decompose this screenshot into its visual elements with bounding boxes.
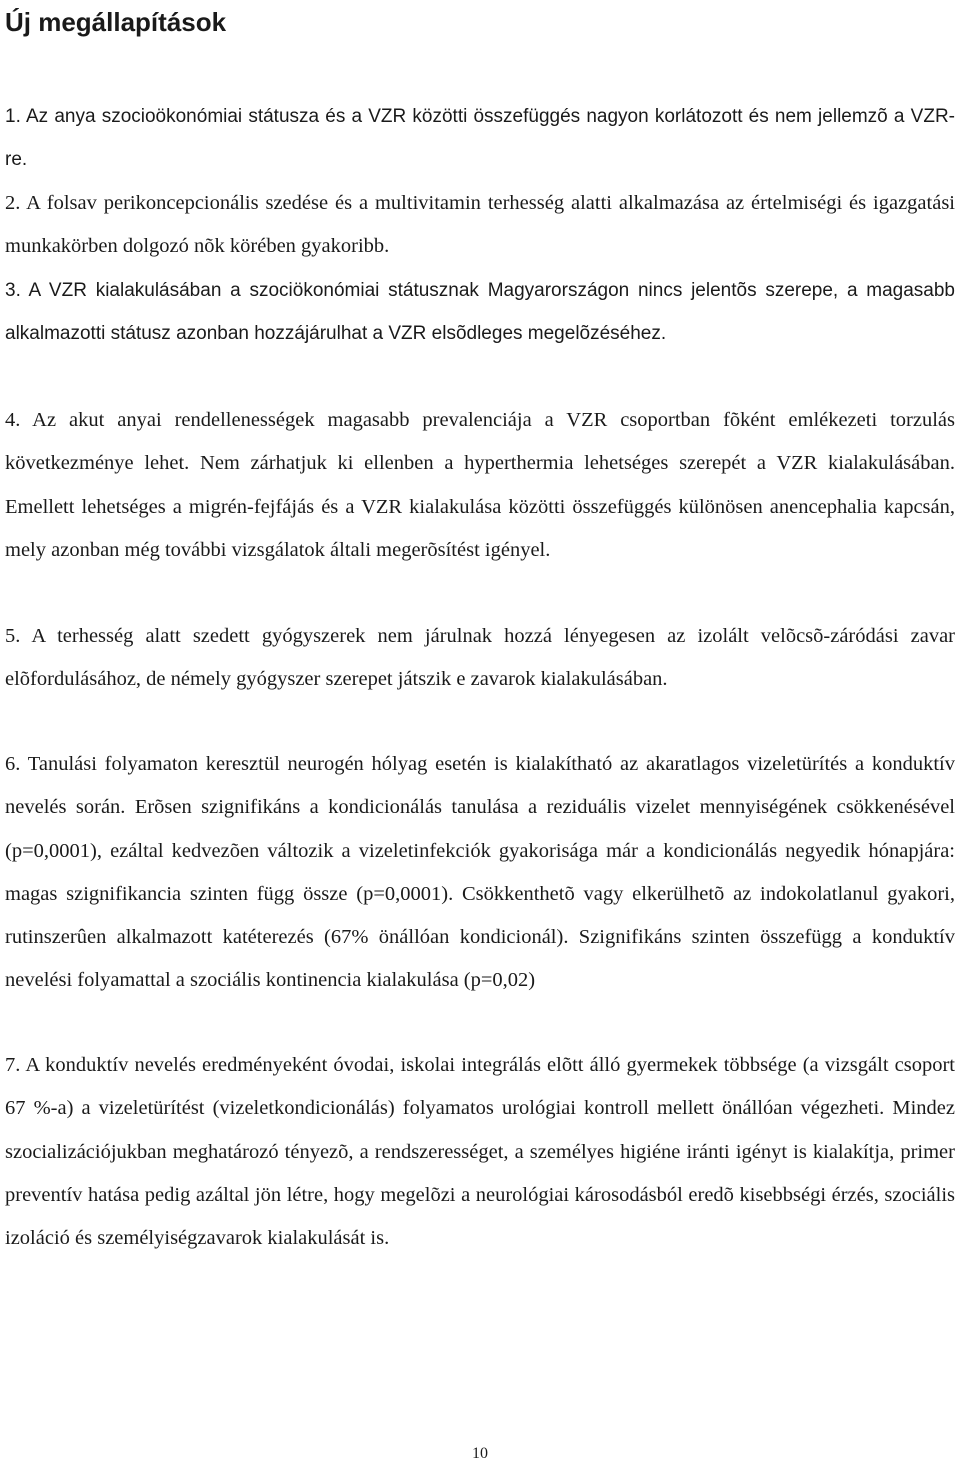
page-title: Új megállapítások [5, 7, 227, 37]
finding-2: 2. A folsav perikoncepcionális szedése és a multivitamin terhesség alatti alkalmazása az értelmiségi és igazgatási munkakörben dolgozó nõk körében gyakoribb. [5, 192, 955, 258]
finding-5: 5. A terhesség alatt szedett gyógyszerek nem járulnak hozzá lényegesen az izolált velõcsõ-záródási zavar elõfordulásához, de némely gyógyszer szerepet játszik e zavarok kialakulásában. [5, 625, 955, 691]
finding-3: 3. A VZR kialakulásában a szociökonómiai státusznak Magyarországon nincs jelentõs szerepe, a magasabb alkalmazotti státusz azonban hozzájárulhat a VZR elsõdleges megelõzéséhez. [5, 280, 955, 345]
finding-1: 1. Az anya szocioökonómiai státusza és a VZR közötti összefüggés nagyon korlátozott és nem jellemzõ a VZR-re. [5, 106, 955, 171]
finding-7: 7. A konduktív nevelés eredményeként óvodai, iskolai integrálás elõtt álló gyermekek többsége (a vizsgált csoport 67 %-a) a vizeletürítést (vizeletkondicionálás) folyamatos urológiai kontroll mellett önállóan végezheti. Mindez szocializációjukban meghatározó tényezõ, a rendszerességet, a személyes higiéne iránti igényt is kialakítja, primer preventív hatása pedig azáltal jön létre, hogy megelõzi a neurológiai károsodásból eredõ kisebbségi érzés, szociális izoláció és személyiségzavarok kialakulását is. [5, 1054, 955, 1250]
page-number: 10 [472, 1445, 488, 1462]
finding-4: 4. Az akut anyai rendellenességek magasabb prevalenciája a VZR csoportban fõként emlékezeti torzulás következménye lehet. Nem zárhatjuk ki ellenben a hyperthermia lehetséges szerepét a VZR kialakulásában. Emellett lehetséges a migrén-fejfájás és a VZR kialakulása közötti összefüggés különösen anencephalia kapcsán, mely azonban még további vizsgálatok általi megerõsítést igényel. [5, 409, 955, 561]
finding-6: 6. Tanulási folyamaton keresztül neurogén hólyag esetén is kialakítható az akaratlagos vizeletürítés a konduktív nevelés során. Erõsen szignifikáns a kondicionálás tanulása a reziduális vizelet mennyiségének csökkenésével (p=0,0001), ezáltal kedvezõen változik a vizeletinfekciók gyakorisága már a kondicionálás negyedik hónapjára: magas szignifikancia szinten függ össze (p=0,0001). Csökkenthetõ vagy elkerülhetõ az indokolatlanul gyakori, rutinszerûen alkalmazott katéterezés (67% önállóan kondicionál). Szignifikáns szinten összefügg a konduktív nevelési folyamattal a szociális kontinencia kialakulása (p=0,02) [5, 753, 955, 992]
